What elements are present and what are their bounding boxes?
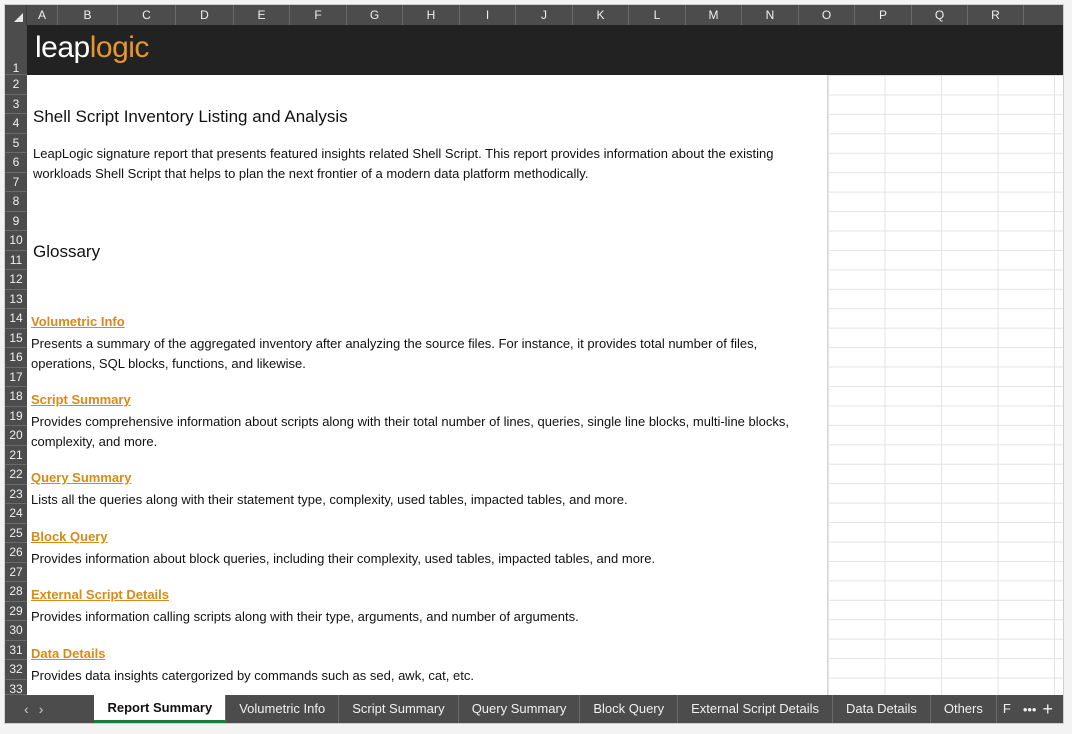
column-header[interactable]: G	[347, 5, 403, 25]
glossary-desc-block-query: Provides information about block queries, including their complexity, used tables, impacted tables, and more.	[31, 551, 656, 566]
spreadsheet-window	[4, 4, 1064, 724]
row-header[interactable]: 6	[5, 153, 27, 173]
column-header[interactable]: D	[176, 5, 234, 25]
row-header[interactable]: 10	[5, 231, 27, 251]
tab-others[interactable]: Others	[931, 695, 997, 723]
column-header[interactable]: P	[855, 5, 912, 25]
row-header[interactable]: 14	[5, 309, 27, 329]
tab-report-summary[interactable]: Report Summary	[94, 695, 226, 723]
report-summary-content	[27, 75, 827, 695]
row-header[interactable]: 17	[5, 368, 27, 388]
tab-block-query[interactable]: Block Query	[580, 695, 678, 723]
glossary-link-external-script-details[interactable]: External Script Details	[31, 587, 169, 602]
tab-scroll-right-icon[interactable]: ›	[38, 701, 44, 717]
row-header[interactable]: 5	[5, 134, 27, 154]
column-header[interactable]: C	[118, 5, 176, 25]
row-header[interactable]: 30	[5, 621, 27, 641]
column-header[interactable]: L	[629, 5, 686, 25]
column-header[interactable]: H	[403, 5, 460, 25]
row-header[interactable]: 20	[5, 426, 27, 446]
glossary-title: Glossary	[33, 242, 101, 261]
column-header-bar	[5, 5, 1063, 25]
glossary-desc-script-summary: Provides comprehensive information about scripts along with their total number of lines, queries, single line blocks, multi-line blocks, complexity, and more.	[31, 414, 789, 449]
row-header[interactable]: 11	[5, 251, 27, 271]
column-header[interactable]: Q	[912, 5, 968, 25]
add-sheet-icon[interactable]: +	[1042, 698, 1053, 719]
row-header[interactable]: 1	[5, 25, 27, 75]
tab-truncated[interactable]: F	[1002, 701, 1011, 716]
tab-scroll-left-icon[interactable]: ‹	[24, 701, 29, 717]
leaplogic-logo: leaplogic	[35, 31, 149, 64]
glossary-desc-volumetric-info: Presents a summary of the aggregated inventory after analyzing the source files. For instance, it provides total number of files, operations, SQL blocks, functions, and likewise.	[31, 336, 758, 371]
select-all-icon	[14, 13, 23, 22]
row-header[interactable]: 31	[5, 641, 27, 661]
glossary-link-block-query[interactable]: Block Query	[31, 529, 108, 544]
row-header[interactable]: 29	[5, 602, 27, 622]
column-header[interactable]: E	[234, 5, 290, 25]
row-header[interactable]: 2	[5, 75, 27, 95]
row-header[interactable]: 7	[5, 173, 27, 193]
glossary-desc-query-summary: Lists all the queries along with their statement type, complexity, used tables, impacted tables, and more.	[31, 492, 628, 507]
row-header[interactable]: 4	[5, 114, 27, 134]
row-header[interactable]: 3	[5, 95, 27, 115]
column-header[interactable]: R	[968, 5, 1024, 25]
row-header[interactable]: 15	[5, 329, 27, 349]
row-header[interactable]: 18	[5, 387, 27, 407]
tab-volumetric-info[interactable]: Volumetric Info	[226, 695, 339, 723]
logo-banner	[27, 25, 1063, 75]
glossary-link-volumetric-info[interactable]: Volumetric Info	[31, 314, 125, 329]
row-header[interactable]: 24	[5, 504, 27, 524]
column-header[interactable]: B	[58, 5, 118, 25]
row-header[interactable]: 16	[5, 348, 27, 368]
row-header[interactable]: 12	[5, 270, 27, 290]
row-header[interactable]: 25	[5, 524, 27, 544]
column-header[interactable]: K	[573, 5, 629, 25]
column-header[interactable]: M	[686, 5, 742, 25]
glossary-link-query-summary[interactable]: Query Summary	[31, 470, 132, 485]
row-header[interactable]: 33	[5, 680, 27, 696]
glossary-link-data-details[interactable]: Data Details	[31, 646, 106, 661]
tab-query-summary[interactable]: Query Summary	[459, 695, 581, 723]
glossary-desc-external-script-details: Provides information calling scripts along with their type, arguments, and number of arguments.	[31, 609, 579, 624]
row-header[interactable]: 22	[5, 465, 27, 485]
tab-script-summary[interactable]: Script Summary	[339, 695, 458, 723]
column-header[interactable]: J	[516, 5, 573, 25]
column-header[interactable]: I	[460, 5, 516, 25]
empty-cells-grid[interactable]	[827, 75, 1064, 695]
row-header[interactable]: 28	[5, 582, 27, 602]
more-tabs-icon[interactable]: •••	[1022, 701, 1037, 717]
report-intro: LeapLogic signature report that presents featured insights related Shell Script. This report provides information about the existing workloads Shell Script that helps to plan the next frontier of a modern data platform methodically.	[33, 146, 774, 181]
row-header[interactable]: 23	[5, 485, 27, 505]
row-header[interactable]: 21	[5, 446, 27, 466]
column-header[interactable]: O	[799, 5, 855, 25]
column-header[interactable]: A	[27, 5, 58, 25]
row-header[interactable]: 8	[5, 192, 27, 212]
row-header[interactable]: 13	[5, 290, 27, 310]
row-header[interactable]: 32	[5, 660, 27, 680]
glossary-link-script-summary[interactable]: Script Summary	[31, 392, 131, 407]
row-header[interactable]: 19	[5, 407, 27, 427]
select-all-corner[interactable]	[5, 5, 27, 25]
column-header[interactable]: N	[742, 5, 799, 25]
row-header[interactable]: 27	[5, 563, 27, 583]
row-header[interactable]: 9	[5, 212, 27, 232]
tab-data-details[interactable]: Data Details	[833, 695, 931, 723]
tab-external-script-details[interactable]: External Script Details	[678, 695, 833, 723]
glossary-desc-data-details: Provides data insights catergorized by commands such as sed, awk, cat, etc.	[31, 668, 474, 683]
row-header[interactable]: 26	[5, 543, 27, 563]
report-title: Shell Script Inventory Listing and Analysis	[33, 107, 348, 126]
sheet-tab-bar	[5, 695, 1063, 723]
column-header[interactable]: F	[290, 5, 347, 25]
